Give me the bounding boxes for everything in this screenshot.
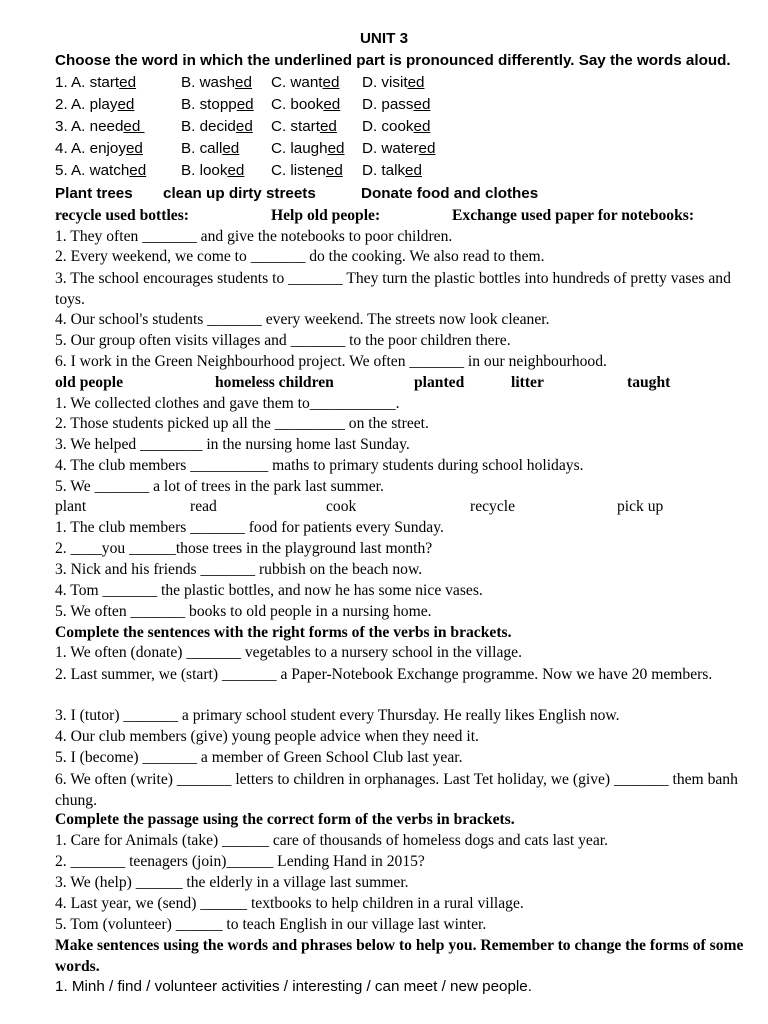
exercise-line: 3. Nick and his friends _______ rubbish on the beach now. xyxy=(55,561,423,578)
underlined-ending: ed xyxy=(413,118,431,135)
underlined-ending: ed xyxy=(117,96,135,113)
exercise-line: 5. Tom (volunteer) ______ to teach English in our village last winter. xyxy=(55,916,487,933)
exercise-line: 5. We _______ a lot of trees in the park last summer. xyxy=(55,478,384,495)
pronunciation-option xyxy=(55,95,134,115)
underlined-ending: ed xyxy=(405,162,422,179)
underlined-ending: ed xyxy=(236,96,254,113)
underlined-ending: ed xyxy=(123,118,145,135)
pronunciation-option xyxy=(181,73,252,93)
underlined-ending: ed xyxy=(325,162,343,179)
underlined-ending: ed xyxy=(418,140,436,157)
option-stem: B. decid xyxy=(181,118,236,135)
exercise-line: 4. Our club members (give) young people advice when they need it. xyxy=(55,728,479,745)
pronunciation-option xyxy=(181,161,244,181)
underlined-ending: ed xyxy=(322,74,340,91)
option-help-old-people: Help old people: xyxy=(271,207,381,224)
exercise-line: 3. I (tutor) _______ a primary school student every Thursday. He really likes English now. xyxy=(55,707,620,724)
pronunciation-option xyxy=(362,95,430,115)
exercise-line: 1. Care for Animals (take) ______ care of thousands of homeless dogs and cats last year. xyxy=(55,832,608,849)
pronunciation-option xyxy=(362,117,430,137)
pronunciation-option xyxy=(271,139,344,159)
option-stem: D. water xyxy=(362,140,419,157)
word-bank-item: read xyxy=(190,498,217,515)
pronunciation-option xyxy=(362,73,424,93)
unit-title: UNIT 3 xyxy=(359,30,409,47)
word-bank-item: pick up xyxy=(617,498,664,515)
exercise-line: 5. I (become) _______ a member of Green School Club last year. xyxy=(55,749,463,766)
option-clean-up-streets: clean up dirty streets xyxy=(163,185,316,202)
exercise-line: 4. Last year, we (send) ______ textbooks to help children in a rural village. xyxy=(55,895,524,912)
word-bank-item: cook xyxy=(326,498,357,515)
word-bank-item: homeless children xyxy=(215,374,334,391)
pronunciation-option xyxy=(362,161,422,181)
pronunciation-option xyxy=(271,95,340,115)
exercise-line: 1. The club members _______ food for patients every Sunday. xyxy=(55,519,444,536)
option-exchange-paper: Exchange used paper for notebooks: xyxy=(452,207,695,224)
pronunciation-option xyxy=(55,117,145,137)
exercise-line: 2. Every weekend, we come to _______ do the cooking. We also read to them. xyxy=(55,248,545,265)
option-stem: B. wash xyxy=(181,74,236,91)
word-bank-item: taught xyxy=(627,374,671,391)
pronunciation-option xyxy=(55,139,143,159)
option-stem: 2. A. play xyxy=(55,96,118,113)
option-stem: B. look xyxy=(181,162,228,179)
exercise-line: 2. _______ teenagers (join)______ Lending Hand in 2015? xyxy=(55,853,425,870)
pronunciation-option xyxy=(55,161,146,181)
option-donate-food: Donate food and clothes xyxy=(361,185,539,202)
underlined-ending: ed xyxy=(222,140,240,157)
option-stem: 5. A. watch xyxy=(55,162,130,179)
exercise-line: 5. Our group often visits villages and _______ to the poor children there. xyxy=(55,332,511,349)
underlined-ending: ed xyxy=(125,140,143,157)
pronunciation-option xyxy=(181,117,253,137)
exercise-line: 6. I work in the Green Neighbourhood project. We often _______ in our neighbourhood. xyxy=(55,353,607,370)
exercise-line: 4. Tom _______ the plastic bottles, and now he has some nice vases. xyxy=(55,582,483,599)
word-bank-item: plant xyxy=(55,498,87,515)
underlined-ending: ed xyxy=(129,162,147,179)
option-stem: D. visit xyxy=(362,74,408,91)
exercise-line: 2. Those students picked up all the _________ on the street. xyxy=(55,415,429,432)
option-stem: D. talk xyxy=(362,162,406,179)
word-bank-item: recycle xyxy=(470,498,516,515)
exercise-line: 5. We often _______ books to old people in a nursing home. xyxy=(55,603,432,620)
option-stem: D. pass xyxy=(362,96,414,113)
pronunciation-option xyxy=(181,95,254,115)
section-instruction: Complete the sentences with the right forms of the verbs in brackets. xyxy=(55,624,512,641)
underlined-ending: ed xyxy=(323,96,341,113)
option-stem: D. cook xyxy=(362,118,414,135)
underlined-ending: ed xyxy=(327,140,345,157)
option-stem: B. call xyxy=(181,140,223,157)
underlined-ending: ed xyxy=(235,118,253,135)
exercise-line: 3. The school encourages students to _______ They turn the plastic bottles into hundreds of pretty vases and toys. xyxy=(55,270,731,308)
option-stem: C. laugh xyxy=(271,140,328,157)
pronunciation-option xyxy=(271,73,339,93)
option-recycle-bottles: recycle used bottles: xyxy=(55,207,189,224)
section-instruction: Make sentences using the words and phrases below to help you. Remember to change the forms of some words. xyxy=(55,937,744,975)
pronunciation-option xyxy=(362,139,435,159)
exercise-line: 6. We often (write) _______ letters to children in orphanages. Last Tet holiday, we (give) _______ them banh chung. xyxy=(55,771,738,809)
option-stem: C. want xyxy=(271,74,323,91)
word-bank-item: planted xyxy=(414,374,465,391)
option-stem: 1. A. start xyxy=(55,74,120,91)
underlined-ending: ed xyxy=(119,74,137,91)
underlined-ending: ed xyxy=(235,74,252,91)
pronunciation-option xyxy=(271,161,343,181)
option-stem: B. stopp xyxy=(181,96,237,113)
exercise-line: 3. We helped ________ in the nursing home last Sunday. xyxy=(55,436,410,453)
pronunciation-option xyxy=(55,73,136,93)
option-plant-trees: Plant trees xyxy=(55,185,133,202)
option-stem: C. listen xyxy=(271,162,326,179)
exercise-line: 4. Our school's students _______ every weekend. The streets now look cleaner. xyxy=(55,311,550,328)
section-instruction: Complete the passage using the correct form of the verbs in brackets. xyxy=(55,811,515,828)
underlined-ending: ed xyxy=(413,96,431,113)
exercise-line: 4. The club members __________ maths to primary students during school holidays. xyxy=(55,457,584,474)
exercise-line: 3. We (help) ______ the elderly in a village last summer. xyxy=(55,874,409,891)
option-stem: C. start xyxy=(271,118,320,135)
word-bank-item: litter xyxy=(511,374,544,391)
option-stem: 4. A. enjoy xyxy=(55,140,126,157)
underlined-ending: ed xyxy=(407,74,425,91)
exercise-line: 1. We often (donate) _______ vegetables to a nursery school in the village. xyxy=(55,644,523,661)
underlined-ending: ed xyxy=(319,118,337,135)
exercise-line: 1. Minh / find / volunteer activities / interesting / can meet / new people. xyxy=(55,978,532,995)
exercise-line: 2. Last summer, we (start) _______ a Paper-Notebook Exchange programme. Now we have 20 members. xyxy=(55,666,713,683)
underlined-ending: ed xyxy=(227,162,245,179)
pronunciation-option xyxy=(181,139,239,159)
option-stem: 3. A. need xyxy=(55,118,124,135)
exercise-line: 1. We collected clothes and gave them to___________. xyxy=(55,395,400,412)
pronunciation-instruction: Choose the word in which the underlined part is pronounced differently. Say the words aloud. xyxy=(55,52,731,69)
exercise-line: 1. They often _______ and give the notebooks to poor children. xyxy=(55,228,453,245)
option-stem: C. book xyxy=(271,96,324,113)
pronunciation-option xyxy=(271,117,337,137)
word-bank-item: old people xyxy=(55,374,124,391)
exercise-line: 2. ____you ______those trees in the playground last month? xyxy=(55,540,433,557)
